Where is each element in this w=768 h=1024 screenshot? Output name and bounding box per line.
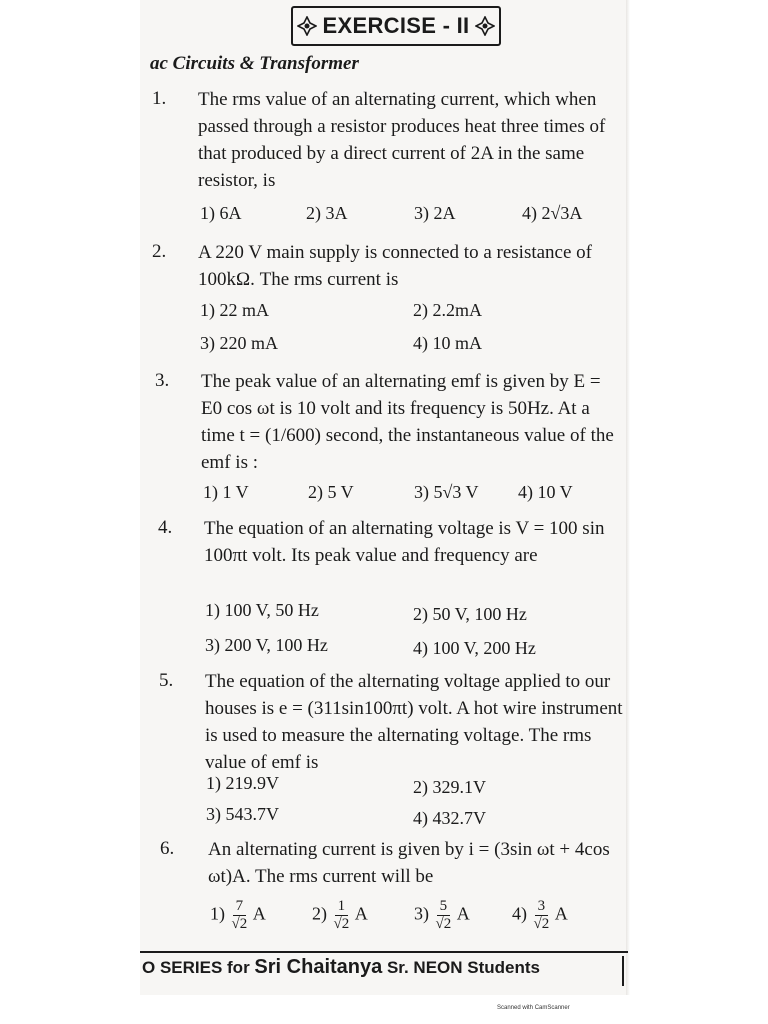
- option-4[interactable]: 4) 10 mA: [413, 333, 482, 353]
- question-text: A 220 V main supply is connected to a resistance of 100kΩ. The rms current is: [198, 242, 592, 290]
- option-2[interactable]: 2) 2.2mA: [413, 300, 482, 320]
- option-2[interactable]: 2) 5 V: [308, 482, 354, 502]
- option-prefix: 1): [210, 903, 225, 924]
- series-footer: [142, 956, 624, 986]
- option-prefix: 4): [512, 903, 527, 924]
- option-3[interactable]: 3) 220 mA: [200, 333, 278, 353]
- footer-students: Sr. NEON Students: [382, 958, 540, 977]
- numerator: 3: [535, 898, 549, 916]
- exercise-title: EXERCISE - II: [322, 13, 470, 38]
- ornament-right-icon: [475, 16, 495, 36]
- scanner-watermark: Scanned with CamScanner: [497, 1005, 570, 1011]
- question-number: 5.: [159, 670, 174, 691]
- option-4[interactable]: 4) 100 V, 200 Hz: [413, 638, 536, 658]
- unit: A: [354, 903, 368, 924]
- option-prefix: 3): [414, 903, 429, 924]
- option-prefix: 2): [312, 903, 327, 924]
- question-text: The rms value of an alternating current, which when passed through a resistor produces heat three times of that produced by a direct current of 2A in the same resistor, is: [198, 89, 606, 191]
- numerator: 5: [437, 898, 451, 916]
- question-text: The peak value of an alternating emf is given by E = E0 cos ωt is 10 volt and its frequency is 50Hz. At a time t = (1/600) second, the instantaneous value of the emf is :: [201, 371, 614, 473]
- option-3[interactable]: 3) 200 V, 100 Hz: [205, 635, 328, 655]
- ornament-left-icon: [297, 16, 317, 36]
- footer-brand: Sri Chaitanya: [254, 956, 383, 978]
- question-number: 1.: [152, 88, 167, 109]
- question-text: An alternating current is given by i = (3sin ωt + 4cos ωt)A. The rms current will be: [208, 839, 610, 887]
- fraction: [534, 898, 550, 933]
- option-3[interactable]: [414, 898, 470, 933]
- question-text: The equation of an alternating voltage is V = 100 sin 100πt volt. Its peak value and frequency are: [204, 518, 605, 566]
- unit: A: [252, 903, 266, 924]
- fraction: [436, 898, 452, 933]
- denominator: √2: [533, 916, 550, 932]
- denominator: √2: [231, 916, 248, 932]
- section-title: ac Circuits & Transformer: [150, 53, 359, 74]
- unit: A: [456, 903, 470, 924]
- option-1[interactable]: 1) 100 V, 50 Hz: [205, 600, 319, 620]
- option-1[interactable]: 1) 6A: [200, 203, 242, 223]
- numerator: 1: [335, 898, 349, 916]
- question-number: 2.: [152, 241, 167, 262]
- numerator: 7: [233, 898, 247, 916]
- exercise-header: [291, 6, 501, 46]
- option-2[interactable]: [312, 898, 368, 933]
- option-4[interactable]: [512, 898, 568, 933]
- option-1[interactable]: [210, 898, 266, 933]
- option-4[interactable]: 4) 2√3A: [522, 203, 583, 223]
- question-number: 3.: [155, 370, 170, 391]
- fraction: [334, 898, 350, 933]
- option-1[interactable]: 1) 1 V: [203, 482, 249, 502]
- question-text: The equation of the alternating voltage applied to our houses is e = (311sin100πt) volt. A hot wire instrument is used to measure the alternating voltage. The rms value of emf is: [205, 671, 623, 773]
- question-number: 4.: [158, 517, 173, 538]
- footer-series: O SERIES for: [142, 958, 255, 977]
- option-3[interactable]: 3) 2A: [414, 203, 456, 223]
- option-4[interactable]: 4) 10 V: [518, 482, 573, 502]
- option-1[interactable]: 1) 219.9V: [206, 773, 279, 793]
- fraction: [232, 898, 248, 933]
- option-1[interactable]: 1) 22 mA: [200, 300, 269, 320]
- option-2[interactable]: 2) 50 V, 100 Hz: [413, 604, 527, 624]
- footer-divider: [140, 951, 628, 953]
- denominator: √2: [333, 916, 350, 932]
- option-3[interactable]: 3) 543.7V: [206, 804, 279, 824]
- option-2[interactable]: 2) 329.1V: [413, 777, 486, 797]
- option-2[interactable]: 2) 3A: [306, 203, 348, 223]
- denominator: √2: [435, 916, 452, 932]
- option-4[interactable]: 4) 432.7V: [413, 808, 486, 828]
- unit: A: [554, 903, 568, 924]
- question-number: 6.: [160, 838, 175, 859]
- option-3[interactable]: 3) 5√3 V: [414, 482, 479, 502]
